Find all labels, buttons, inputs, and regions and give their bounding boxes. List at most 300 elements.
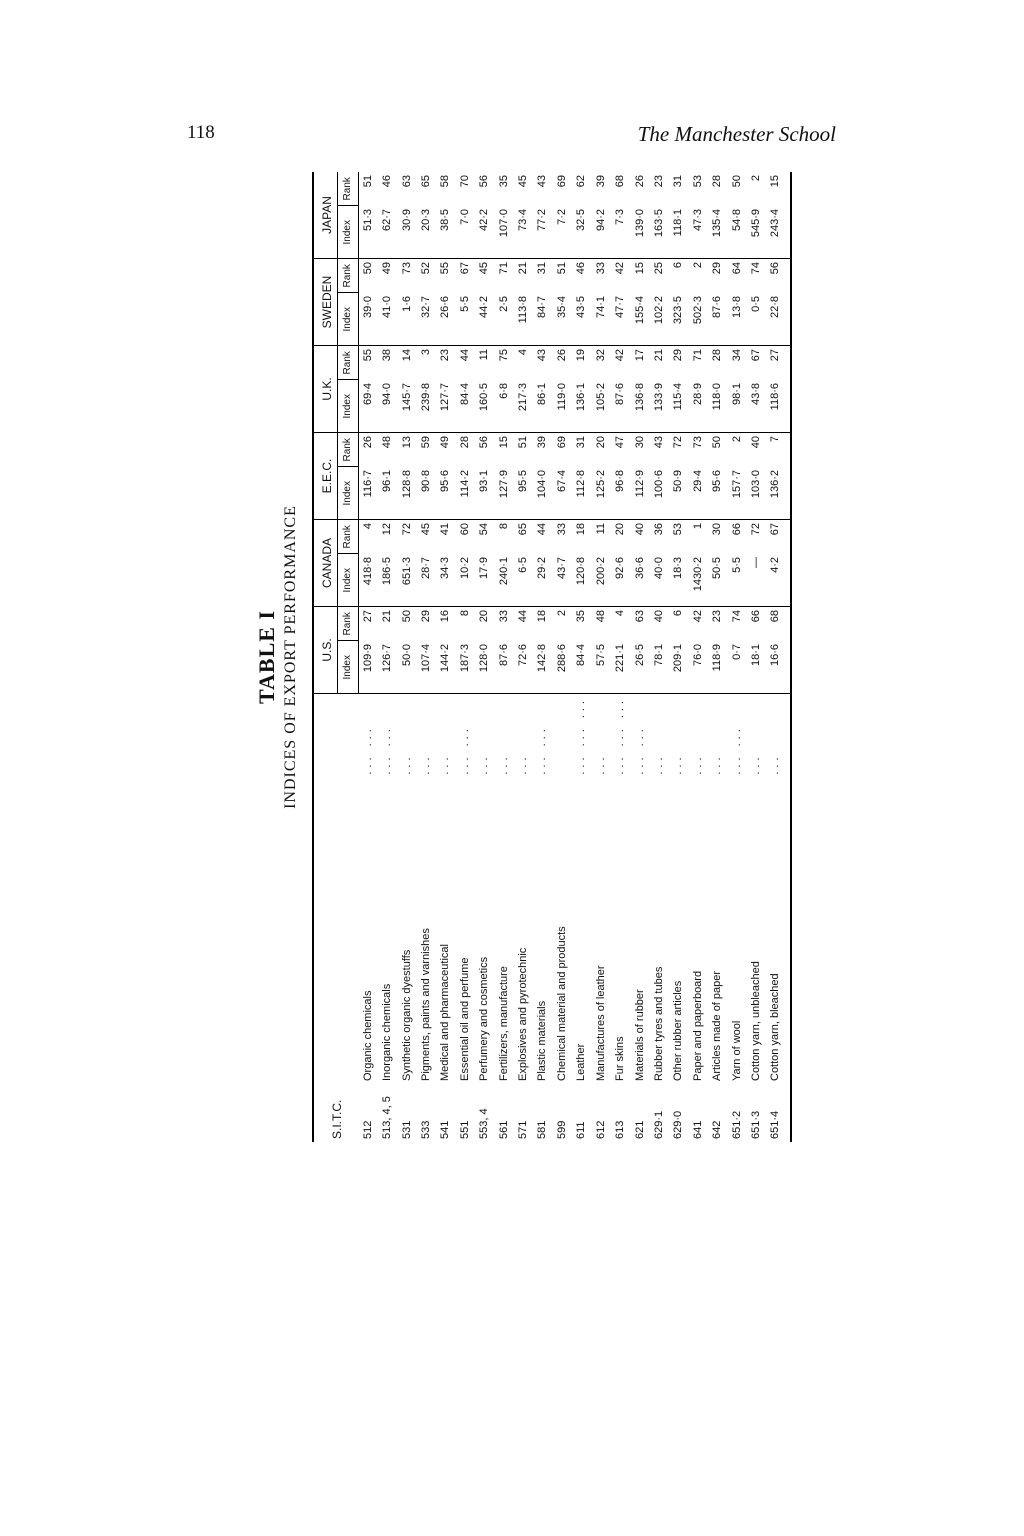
rank-subheader: Rank	[338, 259, 358, 294]
index-value-cell: 418·8	[361, 557, 374, 586]
index-value-cell: 502·3	[691, 296, 704, 325]
sitc-code-cell: 651·3	[749, 1110, 762, 1139]
index-value-cell: 103·0	[749, 470, 762, 499]
rank-value-cell: 50	[358, 259, 378, 294]
rank-value-cell: 2	[749, 175, 762, 182]
sitc-code-cell: 512	[361, 1120, 374, 1139]
index-value-cell: 13·8	[730, 296, 743, 319]
index-value-cell: 47·3	[691, 209, 704, 232]
commodity-name-cell: Fertilizers, manufacture	[497, 966, 510, 1081]
rank-value-cell: 67	[766, 520, 790, 555]
index-value-cell: 16·6	[766, 641, 790, 694]
index-value-cell: 22·8	[766, 293, 790, 346]
rank-value-cell: 43	[536, 175, 549, 188]
index-value-cell: 136·1	[575, 383, 588, 412]
index-value-cell: 118·0	[711, 383, 724, 411]
index-value-cell: 5·5	[730, 557, 743, 573]
index-value-cell: 126·7	[381, 644, 394, 673]
index-value-cell: 96·8	[614, 470, 627, 493]
index-value-cell: —	[749, 557, 762, 568]
leader-dots-cell: ... ... ...	[572, 694, 591, 778]
index-value-cell: 7·2	[555, 209, 568, 225]
leader-dots-cell: ... ...	[456, 694, 475, 778]
index-value-cell: 187·3	[458, 644, 471, 673]
index-value-cell: 323·5	[672, 296, 685, 325]
rank-value-cell: 29	[669, 346, 688, 381]
index-value-cell: 109·9	[361, 644, 374, 673]
rank-value-cell: 20	[475, 607, 494, 642]
index-value-cell: 98·1	[730, 383, 743, 406]
rank-value-cell: 45	[517, 175, 530, 188]
index-value-cell: 118·1	[672, 209, 685, 237]
index-value-cell: 32·5	[575, 209, 588, 232]
index-value-cell: 6·5	[517, 557, 530, 573]
index-subheader: Index	[338, 467, 358, 520]
index-subheader: Index	[338, 206, 358, 259]
sitc-code-cell: 621	[633, 1120, 646, 1139]
table-row	[475, 172, 494, 1142]
rank-value-cell: 53	[691, 175, 704, 188]
description-header	[313, 694, 358, 1085]
export-performance-table	[312, 172, 792, 1142]
index-value-cell: 186·5	[381, 557, 394, 586]
index-value-cell: 135·4	[711, 209, 724, 238]
rank-value-cell: 42	[611, 259, 630, 294]
rank-value-cell: 63	[400, 175, 413, 188]
commodity-name-cell: Cotton yarn, bleached	[766, 778, 790, 1084]
leader-dots-cell: ...	[475, 694, 494, 778]
rank-value-cell: 6	[669, 607, 688, 642]
index-value-cell: 142·8	[536, 644, 549, 673]
table-row	[708, 172, 727, 1142]
table-row	[398, 172, 417, 1142]
rank-value-cell: 33	[495, 607, 514, 642]
rank-value-cell: 42	[689, 607, 708, 642]
rank-subheader: Rank	[338, 346, 358, 381]
rank-value-cell: 51	[361, 175, 374, 188]
rank-value-cell: 35	[572, 607, 591, 642]
rank-value-cell: 15	[766, 172, 790, 206]
rank-value-cell: 69	[553, 433, 572, 468]
commodity-name-cell: Cotton yarn, unbleached	[749, 961, 762, 1081]
index-value-cell: 128·0	[478, 644, 491, 673]
rank-value-cell: 60	[456, 520, 475, 555]
rank-value-cell: 19	[572, 346, 591, 381]
index-value-cell: 105·2	[594, 383, 607, 412]
table-row	[358, 172, 378, 1142]
rank-value-cell: 18	[533, 607, 552, 642]
rank-value-cell: 55	[358, 346, 378, 381]
rank-subheader: Rank	[338, 433, 358, 468]
index-subheader: Index	[338, 380, 358, 433]
index-value-cell: 5·5	[458, 296, 471, 312]
index-value-cell: 84·4	[458, 383, 471, 406]
index-value-cell: 28·7	[420, 557, 433, 580]
sitc-code-cell: 581	[536, 1120, 549, 1139]
index-value-cell: 34·3	[439, 557, 452, 580]
index-value-cell: 86·1	[536, 383, 549, 406]
index-value-cell: 47·7	[614, 296, 627, 319]
commodity-name-cell: Synthetic organic dyestuffs	[400, 949, 413, 1081]
rank-value-cell: 72	[398, 520, 417, 555]
index-value-cell: 112·8	[575, 470, 588, 498]
index-value-cell: 2·5	[497, 296, 510, 312]
rank-value-cell: 48	[378, 433, 397, 468]
rank-value-cell: 72	[669, 433, 688, 468]
commodity-name-cell: Explosives and pyrotechnic	[517, 947, 530, 1081]
commodity-name-cell: Essential oil and perfume	[458, 957, 471, 1081]
index-value-cell: 155·4	[633, 296, 646, 325]
rank-value-cell: 65	[420, 175, 433, 188]
index-value-cell: 136·8	[633, 383, 646, 412]
rank-value-cell: 51	[514, 433, 533, 468]
rank-value-cell: 20	[592, 433, 611, 468]
index-value-cell: 119·0	[555, 383, 568, 411]
leader-dots-cell: ... ...	[728, 694, 747, 778]
rank-value-cell: 26	[553, 346, 572, 381]
commodity-name-cell: Pigments, paints and varnishes	[420, 928, 433, 1081]
index-value-cell: 51·3	[361, 209, 374, 232]
rank-value-cell: 50	[730, 175, 743, 188]
rank-subheader: Rank	[338, 520, 358, 555]
rank-value-cell: 64	[728, 259, 747, 294]
rank-value-cell: 8	[495, 520, 514, 555]
index-value-cell: 10·2	[458, 557, 471, 580]
commodity-name-cell: Plastic materials	[536, 1000, 549, 1081]
index-value-cell: 17·9	[478, 557, 491, 580]
index-value-cell: 107·4	[420, 644, 433, 673]
index-value-cell: 118·6	[766, 380, 790, 433]
sitc-code-cell: 599	[555, 1120, 568, 1139]
index-value-cell: 127·7	[439, 383, 452, 412]
rank-value-cell: 21	[650, 346, 669, 381]
header-row-countries	[313, 172, 338, 1142]
commodity-name-cell: Organic chemicals	[361, 990, 374, 1081]
index-value-cell: 41·0	[381, 296, 394, 319]
leader-dots-cell: ...	[417, 694, 436, 778]
index-value-cell: 26·5	[633, 644, 646, 667]
sitc-code-cell: 629·0	[672, 1110, 685, 1139]
leader-dots-cell: ... ...	[358, 694, 378, 778]
rank-value-cell: 51	[553, 259, 572, 294]
index-value-cell: 30·9	[400, 209, 413, 232]
leader-dots-cell: ...	[747, 694, 766, 778]
table-row	[592, 172, 611, 1142]
rank-value-cell: 44	[533, 520, 552, 555]
rank-value-cell: 74	[747, 259, 766, 294]
rank-value-cell: 38	[378, 346, 397, 381]
rank-value-cell: 26	[358, 433, 378, 468]
index-value-cell: 35·4	[555, 296, 568, 319]
rank-value-cell: 35	[497, 175, 510, 188]
rank-value-cell: 33	[553, 520, 572, 555]
rank-value-cell: 27	[358, 607, 378, 642]
rank-value-cell: 4	[514, 346, 533, 381]
index-value-cell: 54·8	[730, 209, 743, 232]
index-subheader: Index	[338, 554, 358, 607]
rank-value-cell: 3	[417, 346, 436, 381]
rank-value-cell: 56	[478, 175, 491, 188]
rank-value-cell: 23	[708, 607, 727, 642]
rank-value-cell: 28	[456, 433, 475, 468]
index-value-cell: 57·5	[594, 644, 607, 667]
index-value-cell: 545·9	[749, 209, 762, 238]
index-value-cell: 92·6	[614, 557, 627, 580]
rank-value-cell: 11	[475, 346, 494, 381]
rank-value-cell: 17	[631, 346, 650, 381]
commodity-name-cell: Manufactures of leather	[594, 965, 607, 1081]
commodity-name-cell: Other rubber articles	[672, 980, 685, 1081]
index-value-cell: 144·2	[439, 644, 452, 673]
rank-value-cell: 21	[514, 259, 533, 294]
rank-value-cell: 70	[458, 175, 471, 188]
rotated-table-frame	[250, 172, 782, 1142]
country-header: SWEDEN	[313, 259, 338, 346]
sitc-code-cell: 541	[439, 1120, 452, 1139]
rank-value-cell: 12	[378, 520, 397, 555]
index-value-cell: 69·4	[361, 383, 374, 406]
sitc-code-cell: 571	[517, 1120, 530, 1139]
index-value-cell: 18·3	[672, 557, 685, 580]
rank-value-cell: 1	[689, 520, 708, 555]
rank-value-cell: 72	[747, 520, 766, 555]
rank-value-cell: 2	[689, 259, 708, 294]
rank-value-cell: 55	[436, 259, 455, 294]
index-value-cell: 145·7	[400, 383, 413, 412]
index-value-cell: 651·3	[400, 557, 413, 586]
sitc-code-cell: 531	[400, 1120, 413, 1139]
rank-value-cell: 6	[669, 259, 688, 294]
table-row	[514, 172, 533, 1142]
rank-value-cell: 66	[728, 520, 747, 555]
commodity-name-cell: Materials of rubber	[633, 989, 646, 1081]
index-value-cell: 0·5	[749, 296, 762, 312]
sitc-code-cell: 611	[575, 1121, 588, 1139]
rank-value-cell: 7	[766, 433, 790, 468]
index-value-cell: 113·8	[517, 296, 530, 324]
rank-value-cell: 33	[592, 259, 611, 294]
rank-value-cell: 40	[747, 433, 766, 468]
index-value-cell: 4·2	[766, 554, 790, 607]
rank-value-cell: 23	[652, 175, 665, 188]
index-value-cell: 84·4	[575, 644, 588, 667]
rank-value-cell: 46	[572, 259, 591, 294]
rank-value-cell: 31	[572, 433, 591, 468]
commodity-name-cell: Perfumery and cosmetics	[478, 956, 491, 1081]
table-row	[728, 172, 747, 1142]
index-value-cell: 118·9	[711, 644, 724, 672]
leader-dots-cell: ... ...	[378, 694, 397, 778]
index-value-cell: 115·4	[672, 383, 685, 411]
index-value-cell: 50·0	[400, 644, 413, 667]
index-subheader: Index	[338, 641, 358, 694]
index-value-cell: 221·1	[614, 644, 627, 673]
leader-dots-cell: ...	[592, 694, 611, 778]
index-value-cell: 1·6	[400, 296, 413, 312]
rank-value-cell: 18	[572, 520, 591, 555]
table-row	[533, 172, 552, 1142]
index-value-cell: 217·3	[517, 383, 530, 412]
leader-dots-cell: ...	[708, 694, 727, 778]
rank-value-cell: 50	[398, 607, 417, 642]
commodity-name-cell: Leather	[575, 1043, 588, 1081]
rank-value-cell: 36	[650, 520, 669, 555]
rank-value-cell: 69	[555, 175, 568, 188]
rank-value-cell: 56	[766, 259, 790, 294]
leader-dots-cell: ...	[689, 694, 708, 778]
rank-value-cell: 40	[631, 520, 650, 555]
country-header: JAPAN	[313, 172, 338, 259]
index-value-cell: 77·2	[536, 209, 549, 232]
rank-value-cell: 73	[689, 433, 708, 468]
commodity-name-cell: Chemical material and products	[555, 926, 568, 1081]
index-value-cell: 43·7	[555, 557, 568, 580]
index-value-cell: 40·0	[652, 557, 665, 580]
index-value-cell: 7·3	[614, 209, 627, 225]
page-number: 118	[187, 122, 215, 143]
leader-dots-cell: ...	[398, 694, 417, 778]
rank-value-cell: 2	[553, 607, 572, 642]
rank-value-cell: 27	[766, 346, 790, 381]
sitc-code-cell: 651·4	[766, 1084, 790, 1142]
index-value-cell: 29·4	[691, 470, 704, 493]
rank-value-cell: 45	[475, 259, 494, 294]
commodity-name-cell: Inorganic chemicals	[381, 983, 394, 1081]
rank-value-cell: 31	[672, 175, 685, 188]
sitc-code-cell: 612	[594, 1120, 607, 1139]
rank-value-cell: 8	[456, 607, 475, 642]
rank-value-cell: 23	[436, 346, 455, 381]
rank-value-cell: 30	[631, 433, 650, 468]
index-value-cell: 133·9	[652, 383, 665, 412]
table-row	[572, 172, 591, 1142]
index-value-cell: 125·2	[594, 470, 607, 499]
rank-value-cell: 66	[747, 607, 766, 642]
index-value-cell: 73·4	[517, 209, 530, 232]
index-value-cell: 36·6	[633, 557, 646, 580]
table-row	[631, 172, 650, 1142]
rank-value-cell: 44	[456, 346, 475, 381]
country-header: U.K.	[313, 346, 338, 433]
index-value-cell: 157·7	[730, 470, 743, 499]
table-row	[436, 172, 455, 1142]
rank-value-cell: 49	[378, 259, 397, 294]
table-subtitle: INDICES OF EXPORT PERFORMANCE	[282, 505, 299, 809]
rank-value-cell: 4	[358, 520, 378, 555]
index-value-cell: 67·4	[555, 470, 568, 493]
country-header: CANADA	[313, 520, 338, 607]
index-value-cell: 87·6	[497, 644, 510, 667]
index-value-cell: 127·9	[497, 470, 510, 499]
index-value-cell: 87·6	[614, 383, 627, 406]
rank-value-cell: 53	[669, 520, 688, 555]
table-row	[495, 172, 514, 1142]
leader-dots-cell: ...	[650, 694, 669, 778]
index-value-cell: 50·5	[711, 557, 724, 580]
commodity-name-cell: Medical and pharmaceutical	[439, 944, 452, 1081]
table-row	[747, 172, 766, 1142]
index-value-cell: 50·9	[672, 470, 685, 493]
rank-value-cell: 48	[592, 607, 611, 642]
sitc-code-cell: 551	[458, 1120, 471, 1139]
index-value-cell: 43·8	[749, 383, 762, 406]
leader-dots-cell: ... ...	[533, 694, 552, 778]
rank-value-cell: 15	[631, 259, 650, 294]
leader-dots-cell: ...	[766, 694, 790, 778]
commodity-name-cell: Rubber tyres and tubes	[652, 966, 665, 1081]
sitc-header: S.I.T.C.	[313, 1084, 358, 1142]
rank-value-cell: 4	[611, 607, 630, 642]
rank-value-cell: 68	[614, 175, 627, 188]
rank-value-cell: 58	[439, 175, 452, 188]
rank-value-cell: 31	[533, 259, 552, 294]
table-row	[456, 172, 475, 1142]
index-value-cell: 7·0	[458, 209, 471, 225]
commodity-name-cell: Paper and paperboard	[691, 970, 704, 1081]
index-value-cell: 209·1	[672, 644, 685, 673]
rank-value-cell: 67	[747, 346, 766, 381]
rank-value-cell: 20	[611, 520, 630, 555]
index-value-cell: 120·8	[575, 557, 588, 586]
leader-dots-cell: ...	[495, 694, 514, 778]
rank-subheader: Rank	[338, 172, 358, 206]
table-row	[378, 172, 397, 1142]
index-value-cell: 93·1	[478, 470, 491, 493]
rank-value-cell: 68	[766, 607, 790, 642]
leader-dots-cell	[553, 694, 572, 778]
rank-value-cell: 26	[633, 175, 646, 188]
rank-value-cell: 67	[456, 259, 475, 294]
index-value-cell: 200·2	[594, 557, 607, 586]
table-row	[689, 172, 708, 1142]
rank-value-cell: 29	[417, 607, 436, 642]
rank-value-cell: 47	[611, 433, 630, 468]
sitc-code-cell: 553, 4	[478, 1108, 491, 1139]
rank-value-cell: 52	[417, 259, 436, 294]
index-value-cell: 139·0	[633, 209, 646, 238]
index-value-cell: 100·6	[652, 470, 665, 499]
rank-value-cell: 34	[728, 346, 747, 381]
rank-value-cell: 44	[514, 607, 533, 642]
index-value-cell: 160·5	[478, 383, 491, 412]
rank-value-cell: 25	[650, 259, 669, 294]
table-row	[650, 172, 669, 1142]
sitc-code-cell: 561	[497, 1120, 510, 1139]
sitc-code-cell: 642	[711, 1120, 724, 1139]
table-row	[553, 172, 572, 1142]
index-value-cell: 26·6	[439, 296, 452, 319]
index-value-cell: 102·2	[652, 296, 665, 325]
rank-value-cell: 40	[650, 607, 669, 642]
rank-value-cell: 13	[398, 433, 417, 468]
rank-value-cell: 62	[575, 175, 588, 188]
sitc-code-cell: 513, 4, 5	[381, 1096, 394, 1139]
index-value-cell: 76·0	[691, 644, 704, 667]
index-value-cell: 28·9	[691, 383, 704, 406]
index-value-cell: 288·6	[555, 644, 568, 673]
index-value-cell: 104·0	[536, 470, 549, 499]
rank-value-cell: 21	[378, 607, 397, 642]
index-value-cell: 94·0	[381, 383, 394, 406]
sitc-code-cell: 641	[691, 1120, 704, 1139]
commodity-name-cell: Articles made of paper	[711, 970, 724, 1081]
index-value-cell: 116·7	[361, 470, 374, 498]
commodity-name-cell: Fur skins	[614, 1036, 627, 1081]
rank-value-cell: 11	[592, 520, 611, 555]
rank-value-cell: 39	[594, 175, 607, 188]
rank-value-cell: 74	[728, 607, 747, 642]
leader-dots-cell: ... ... ...	[611, 694, 630, 778]
